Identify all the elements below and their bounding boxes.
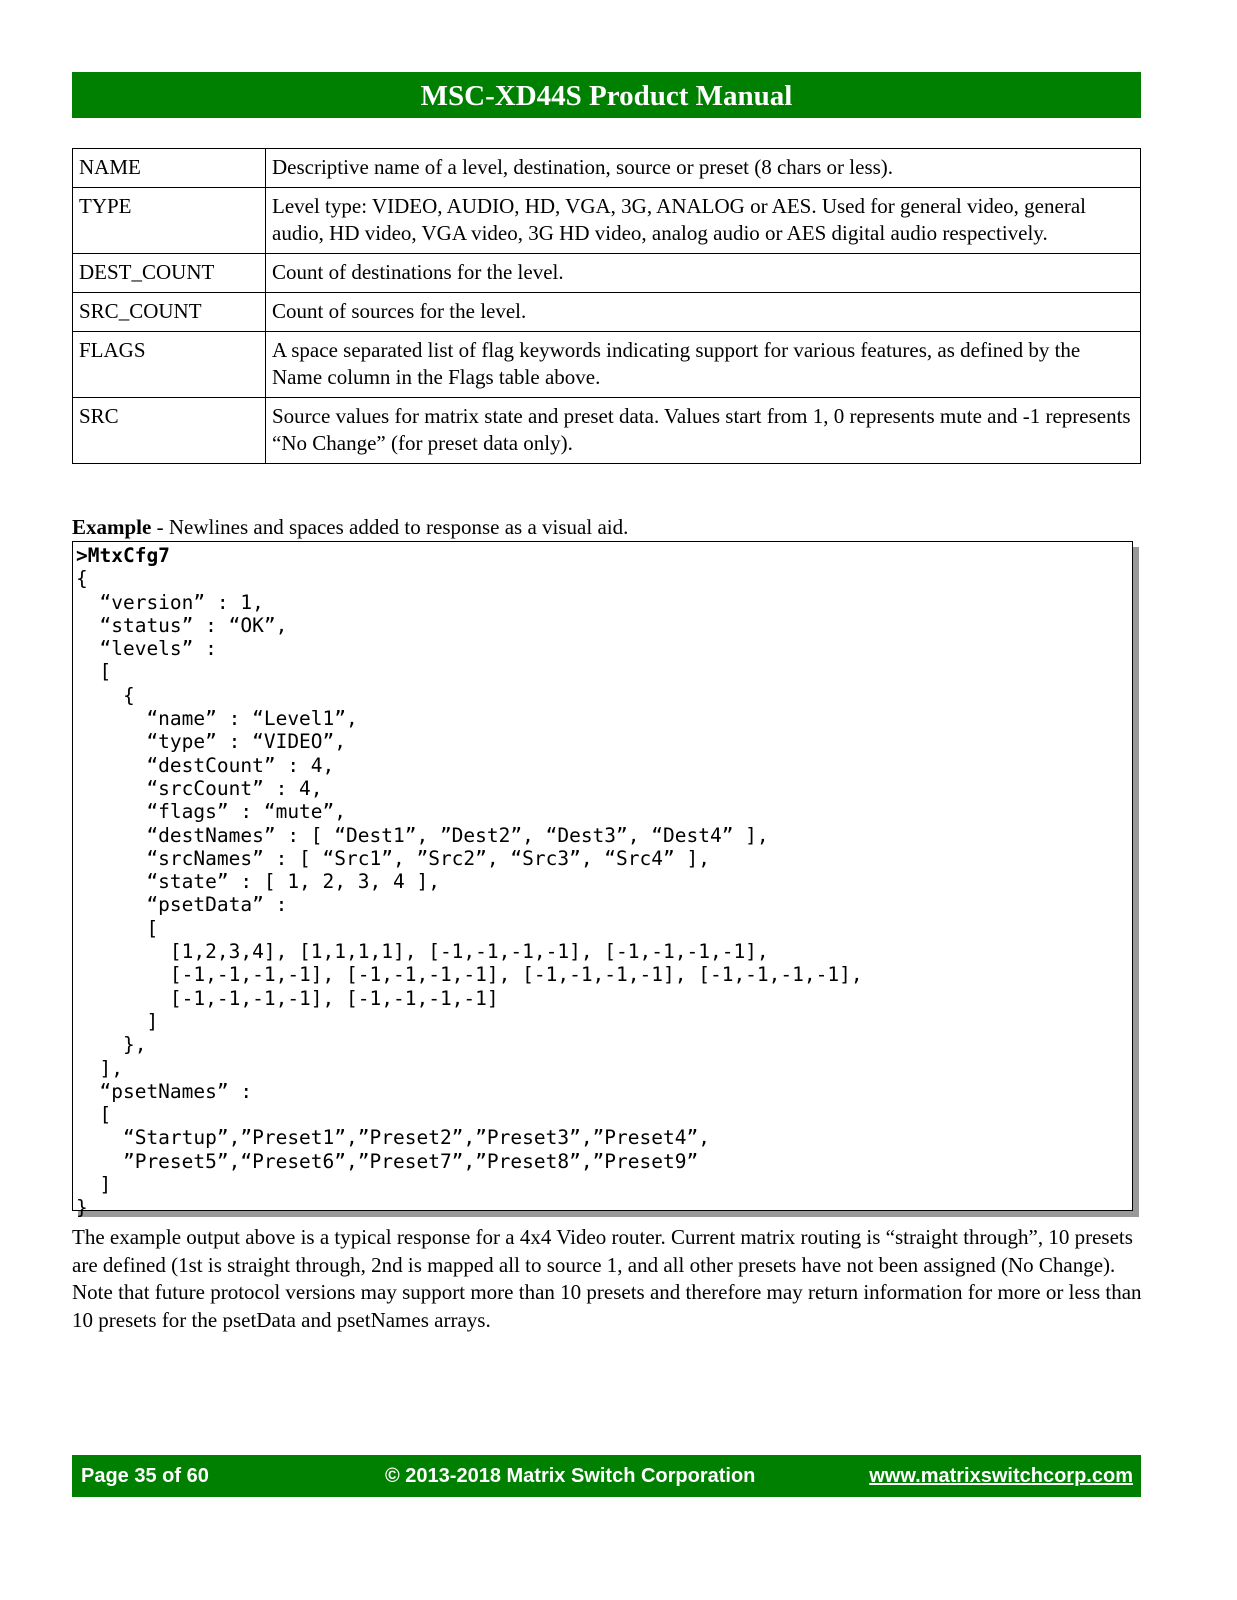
page-header (72, 72, 1141, 118)
fields-table (72, 148, 1141, 464)
table-row (73, 254, 1141, 293)
website-link[interactable]: www.matrixswitchcorp.com (869, 1465, 1133, 1487)
field-name: DEST_COUNT (73, 254, 266, 293)
command-line: >MtxCfg7 (76, 544, 170, 567)
table-row (73, 332, 1141, 398)
field-name: SRC_COUNT (73, 293, 266, 332)
field-description: A space separated list of flag keywords indicating support for various features, as defined by the Name column in the Flags table above. (266, 332, 1141, 398)
code-block (73, 542, 1132, 1220)
example-caption (72, 514, 628, 541)
copyright-text: © 2013-2018 Matrix Switch Corporation (385, 1465, 756, 1487)
field-name: SRC (73, 398, 266, 464)
example-label-bold: Example (72, 515, 152, 539)
page-footer (72, 1455, 1141, 1497)
table-row (73, 293, 1141, 332)
explanation-paragraph: The example output above is a typical response for a 4x4 Video router. Current matrix routing is “straight through”, 10 presets are defined (1st is straight through, 2nd is mapped all to source 1, and all other presets have not been assigned (No Change). Note that future protocol versions may support more than 10 presets and therefore may return information for more or less than 10 presets for the psetData and psetNames arrays. (72, 1225, 1142, 1332)
field-name: NAME (73, 149, 266, 188)
field-description: Descriptive name of a level, destination, source or preset (8 chars or less). (266, 149, 1141, 188)
manual-title: MSC-XD44S Product Manual (420, 80, 793, 112)
field-description: Count of sources for the level. (266, 293, 1141, 332)
table-row (73, 398, 1141, 464)
code-example-box (72, 541, 1133, 1220)
table-row (73, 149, 1141, 188)
field-name: TYPE (73, 188, 266, 254)
example-label-text: - Newlines and spaces added to response as a visual aid. (151, 515, 629, 539)
table-row (73, 188, 1141, 254)
field-description: Source values for matrix state and preset data. Values start from 1, 0 represents mute and -1 represents “No Change” (for preset data only). (266, 398, 1141, 464)
field-name: FLAGS (73, 332, 266, 398)
page-number: Page 35 of 60 (81, 1465, 209, 1487)
field-description: Count of destinations for the level. (266, 254, 1141, 293)
field-description: Level type: VIDEO, AUDIO, HD, VGA, 3G, ANALOG or AES. Used for general video, general audio, HD video, VGA video, 3G HD video, analog audio or AES digital audio respectively. (266, 188, 1141, 254)
json-response: { “version” : 1, “status” : “OK”, “levels” : [ { “name” : “Level1”, “type” : “VIDEO”, “destCount” : 4, “srcCount” : 4, “flags” : “mute”, “destNames” : [ “Dest1”, ”Dest2”, “Dest3”, “Dest4” ], “srcNames” : [ “Src1”, ”Src2”, “Src3”, “Src4” ], “state” : [ 1, 2, 3, 4 ], “psetData” : [ [1,2,3,4], [1,1,1,1], [-1,-1,-1,-1], [-1,-1,-1,-1], [-1,-1,-1,-1], [-1,-1,-1,-1], [-1,-1,-1,-1], [-1,-1,-1,-1], [-1,-1,-1,-1], [-1,-1,-1,-1] ] }, ], “psetNames” : [ “Startup”,”Preset1”,”Preset2”,”Preset3”,”Preset4”, ”Preset5”,“Preset6”,”Preset7”,”Preset8”,”Preset9” ] } (76, 567, 863, 1220)
